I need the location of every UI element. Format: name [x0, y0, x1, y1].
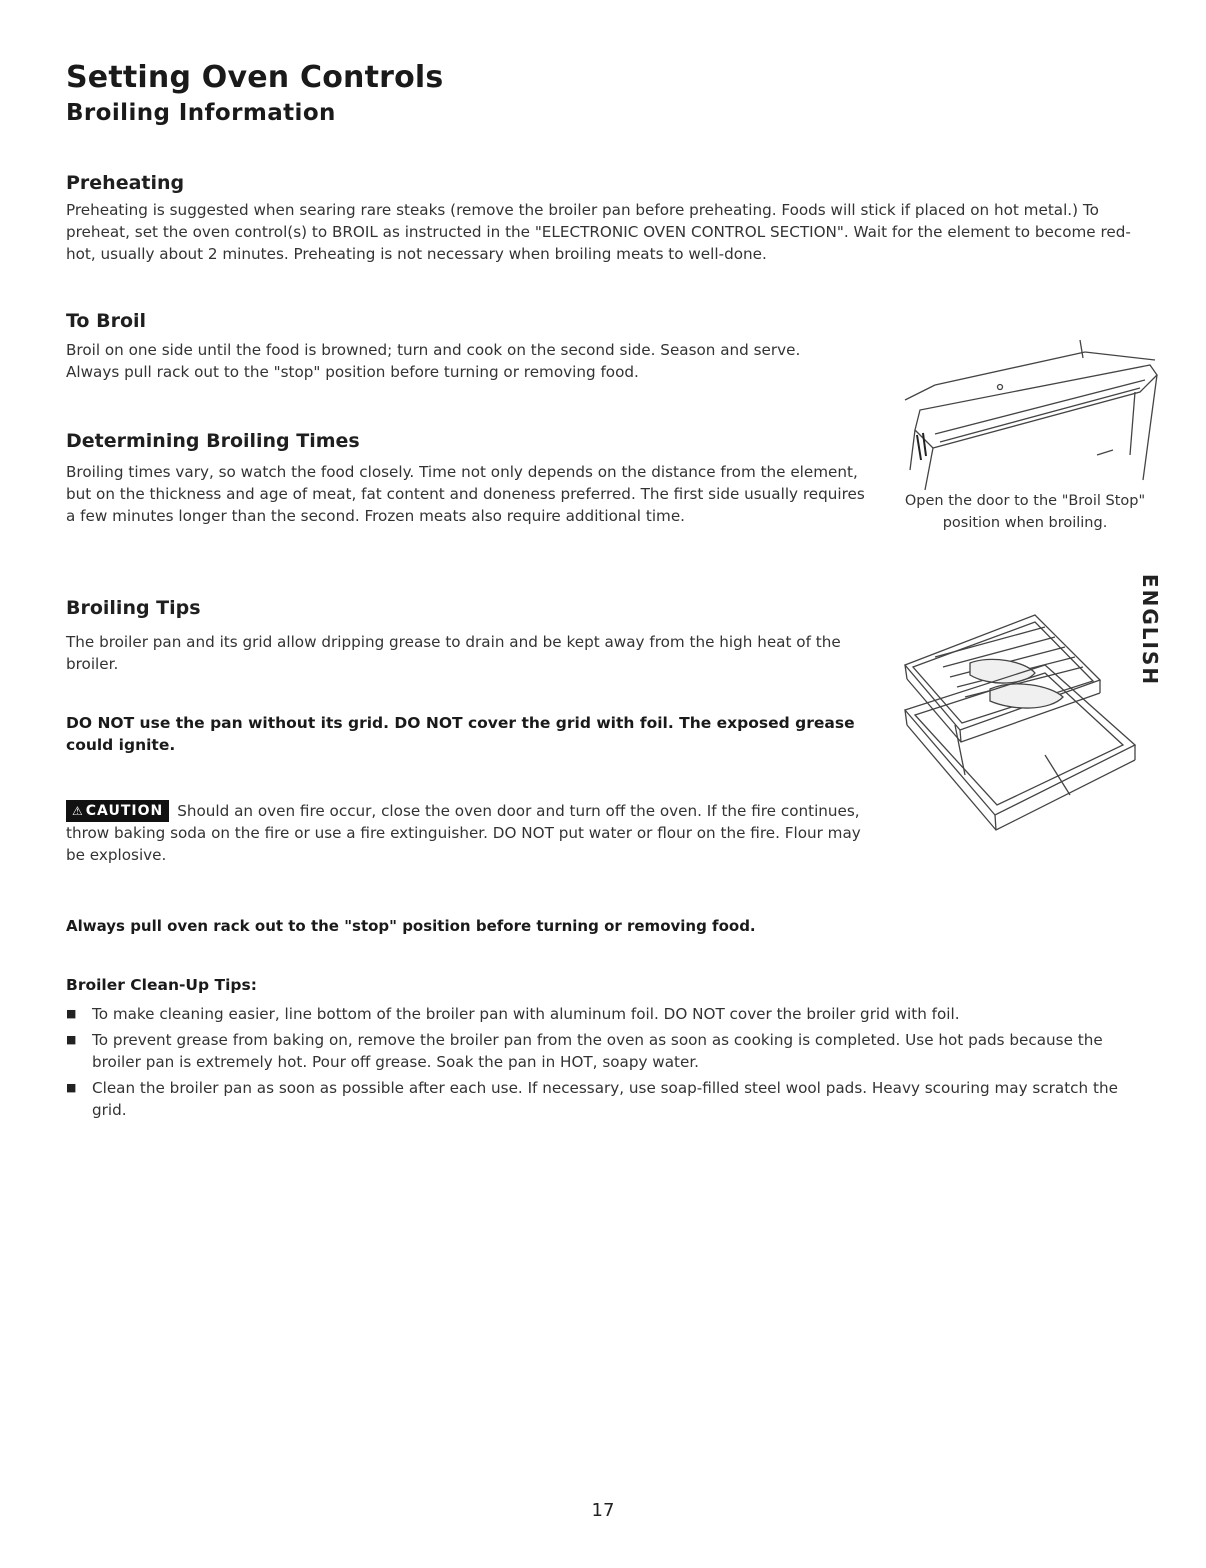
list-item-text: Clean the broiler pan as soon as possible after each use. If necessary, use soap-filled steel wool pads. Heavy scouring may scratch the grid. [92, 1079, 1118, 1119]
determining-text: Broiling times vary, so watch the food closely. Time not only depends on the distance from the element, but on the thickness and age of meat, fat content and doneness preferred. The first side usually requires a few minutes longer than the second. Frozen meats also require additional time. [66, 463, 865, 525]
page-subtitle: Broiling Information [66, 100, 336, 126]
warning-triangle-icon: ⚠ [72, 804, 84, 818]
cleanup-heading: Broiler Clean-Up Tips: [66, 976, 257, 994]
determining-heading: Determining Broiling Times [66, 430, 360, 452]
caution-badge-label: CAUTION [85, 803, 164, 819]
grid-warning: DO NOT use the pan without its grid. DO NOT cover the grid with foil. The exposed grease could ignite. [66, 714, 855, 754]
bullet-icon: ■ [66, 1081, 77, 1094]
list-item [66, 1003, 1126, 1025]
to-broil-heading: To Broil [66, 310, 147, 332]
to-broil-text: Broil on one side until the food is browned; turn and cook on the second side. Season and serve. Always pull rack out to the "stop" position before turning or removing food. [66, 341, 801, 381]
list-item [66, 1029, 1126, 1073]
bullet-icon: ■ [66, 1007, 77, 1020]
preheating-heading: Preheating [66, 172, 185, 194]
bullet-icon: ■ [66, 1033, 77, 1046]
cleanup-list [66, 1003, 1126, 1125]
oven-door-illustration [895, 330, 1165, 490]
english-label: ENGLISH [1138, 573, 1162, 687]
broiler-pan-illustration [895, 605, 1165, 840]
list-item-text: To make cleaning easier, line bottom of the broiler pan with aluminum foil. DO NOT cover the broiler grid with foil. [92, 1005, 960, 1023]
caution-text: Should an oven fire occur, close the oven door and turn off the oven. If the fire continues, throw baking soda on the fire or use a fire extinguisher. DO NOT put water or flour on the fire. Flour may be explosive. [66, 802, 861, 864]
page-number: 17 [591, 1500, 615, 1521]
caution-badge [66, 800, 169, 822]
door-caption: Open the door to the "Broil Stop" position when broiling. [904, 493, 1146, 531]
rack-note: Always pull oven rack out to the "stop" position before turning or removing food. [66, 917, 756, 935]
list-item-text: To prevent grease from baking on, remove the broiler pan from the oven as soon as cooking is completed. Use hot pads because the broiler pan is extremely hot. Pour off grease. Soak the pan in HOT, soapy water. [92, 1031, 1103, 1071]
broiling-tips-text: The broiler pan and its grid allow dripping grease to drain and be kept away from the high heat of the broiler. [66, 633, 841, 673]
broiling-tips-heading: Broiling Tips [66, 597, 201, 619]
page-title: Setting Oven Controls [66, 60, 444, 95]
preheating-text: Preheating is suggested when searing rare steaks (remove the broiler pan before preheating. Foods will stick if placed on hot metal.) To preheat, set the oven control(s) to BROIL as instructed in the "ELECTRONIC OVEN CONTROL SECTION". Wait for the element to become red-hot, usually about 2 minutes. Preheating is not necessary when broiling meats to well-done. [66, 201, 1131, 263]
caution-paragraph [66, 800, 876, 866]
list-item [66, 1077, 1126, 1121]
